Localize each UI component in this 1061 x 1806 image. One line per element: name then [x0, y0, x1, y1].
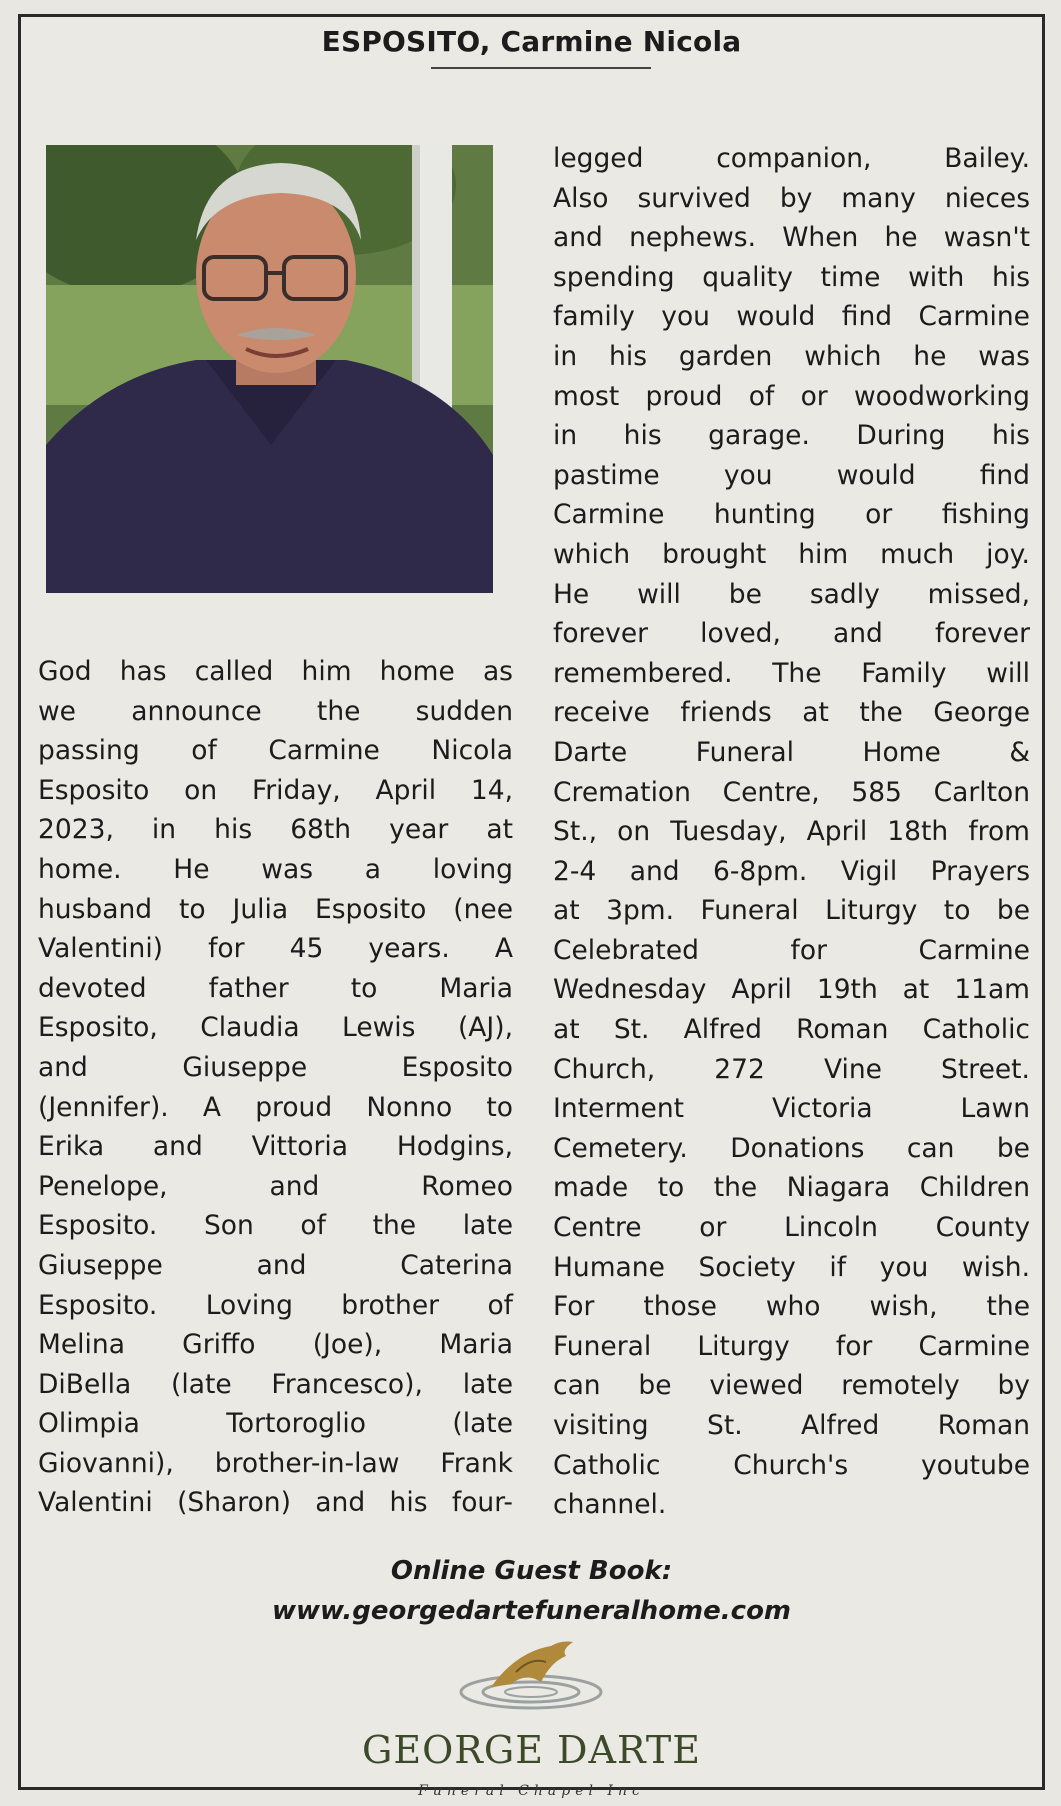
- text-line: which brought him much joy.: [553, 538, 1030, 570]
- text-line: 2-4 and 6-8pm. Vigil Prayers: [553, 855, 1030, 887]
- text-line: at 3pm. Funeral Liturgy to be: [553, 895, 1030, 927]
- text-line: Esposito, Claudia Lewis (AJ),: [38, 1012, 513, 1044]
- text-line: Centre or Lincoln County: [553, 1212, 1030, 1244]
- text-line: receive friends at the George: [553, 697, 1030, 729]
- text-line: in his garden which he was: [553, 340, 1030, 372]
- text-line: Esposito. Son of the late: [38, 1210, 513, 1242]
- text-line: Cremation Centre, 585 Carlton: [553, 776, 1030, 808]
- text-line: home. He was a loving: [38, 853, 513, 885]
- text-line: Interment Victoria Lawn: [553, 1093, 1030, 1125]
- text-line: Church, 272 Vine Street.: [553, 1053, 1030, 1085]
- text-line: legged companion, Bailey.: [553, 143, 1030, 174]
- logo-name: GEORGE DARTE: [362, 1728, 701, 1772]
- obituary-title: ESPOSITO, Carmine Nicola: [321, 25, 742, 58]
- text-line: passing of Carmine Nicola: [38, 735, 513, 767]
- obituary-text-left-column: [38, 652, 513, 1523]
- text-line: (Jennifer). A proud Nonno to: [38, 1091, 513, 1123]
- text-line: forever loved, and forever: [553, 618, 1030, 650]
- text-line: Also survived by many nieces: [553, 182, 1030, 214]
- text-line: family you would find Carmine: [553, 301, 1030, 333]
- title-divider: [431, 67, 651, 69]
- portrait-photo: [46, 145, 493, 593]
- text-line: He will be sadly missed,: [553, 578, 1030, 610]
- text-line: Humane Society if you wish.: [553, 1251, 1030, 1283]
- funeral-home-logo: [21, 1632, 1042, 1797]
- text-line: Giovanni), brother-in-law Frank: [38, 1447, 513, 1479]
- text-line: Melina Griffo (Joe), Maria: [38, 1329, 513, 1361]
- text-line: Celebrated for Carmine: [553, 934, 1030, 966]
- text-line: made to the Niagara Children: [553, 1172, 1030, 1204]
- portrait-illustration: [46, 145, 493, 593]
- text-line: Darte Funeral Home &: [553, 736, 1030, 768]
- text-line: at St. Alfred Roman Catholic: [553, 1014, 1030, 1046]
- text-line: husband to Julia Esposito (nee: [38, 893, 513, 925]
- dove-water-emblem: [21, 1632, 1042, 1732]
- text-line: and Giuseppe Esposito: [38, 1051, 513, 1083]
- text-line: Penelope, and Romeo: [38, 1170, 513, 1202]
- text-line: devoted father to Maria: [38, 972, 513, 1004]
- text-line: 2023, in his 68th year at: [38, 814, 513, 846]
- guest-book-url[interactable]: www.georgedartefuneralhome.com: [271, 1596, 792, 1626]
- text-line: we announce the sudden: [38, 695, 513, 727]
- text-line: Esposito on Friday, April 14,: [38, 774, 513, 806]
- text-line: in his garage. During his: [553, 420, 1030, 452]
- text-line: Olimpia Tortoroglio (late: [38, 1408, 513, 1440]
- text-line: For those who wish, the: [553, 1291, 1030, 1323]
- guest-book-label: Online Guest Book:: [390, 1556, 673, 1586]
- text-line: Funeral Liturgy for Carmine: [553, 1330, 1030, 1362]
- text-line: visiting St. Alfred Roman: [553, 1410, 1030, 1441]
- text-line: St., on Tuesday, April 18th from: [553, 816, 1030, 848]
- text-line: pastime you would find: [553, 459, 1030, 491]
- text-line: Valentini) for 45 years. A: [38, 933, 513, 965]
- obituary-page: [18, 14, 1045, 1799]
- text-line: channel.: [553, 1489, 667, 1521]
- obituary-text-right-column: [553, 139, 1030, 1525]
- text-line: Wednesday April 19th at 11am: [553, 974, 1030, 1006]
- text-line: Erika and Vittoria Hodgins,: [38, 1131, 513, 1163]
- text-line: spending quality time with his: [553, 261, 1030, 293]
- text-line: can be viewed remotely by: [553, 1370, 1030, 1402]
- text-line: Valentini (Sharon) and his four-: [38, 1487, 513, 1519]
- logo-subtitle: Funeral Chapel Inc: [418, 1783, 645, 1799]
- guest-book: [21, 1551, 1042, 1631]
- text-line: Esposito. Loving brother of: [38, 1289, 513, 1321]
- text-line: Carmine hunting or fishing: [553, 499, 1030, 531]
- text-line: most proud of or woodworking: [553, 380, 1030, 412]
- text-line: God has called him home as: [38, 656, 513, 687]
- text-line: DiBella (late Francesco), late: [38, 1368, 513, 1400]
- text-line: and nephews. When he wasn't: [553, 222, 1030, 254]
- text-line: remembered. The Family will: [553, 657, 1030, 689]
- text-line: Catholic Church's youtube: [553, 1449, 1030, 1481]
- text-line: Giuseppe and Caterina: [38, 1249, 513, 1281]
- text-line: Cemetery. Donations can be: [553, 1132, 1030, 1164]
